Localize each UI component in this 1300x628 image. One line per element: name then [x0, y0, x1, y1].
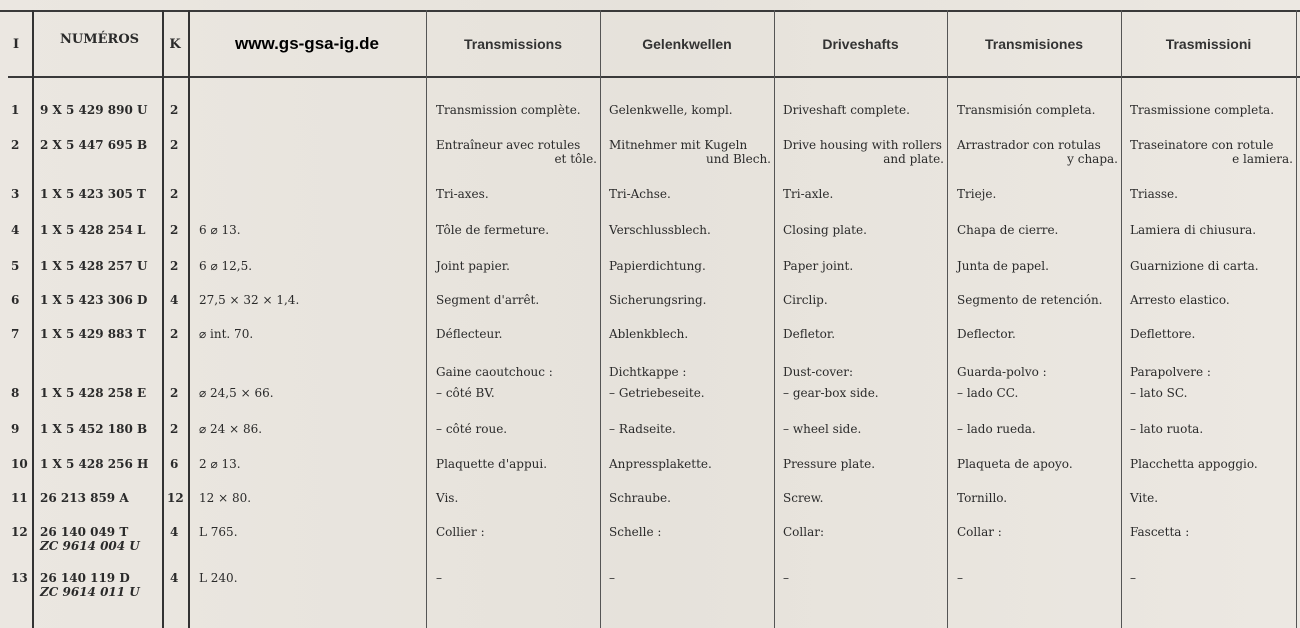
description-fr: Entraîneur avec rotules	[436, 138, 581, 152]
description-it: Placchetta appoggio.	[1130, 457, 1258, 471]
dimensions: L 240.	[199, 571, 238, 585]
description-de: Anpressplakette.	[609, 457, 712, 471]
description-fr: Vis.	[436, 491, 459, 505]
part-number: 1 X 5 428 258 E	[40, 386, 147, 400]
dimensions: ⌀ 24,5 × 66.	[199, 386, 274, 400]
quantity: 2	[170, 327, 179, 341]
description-it: Deflettore.	[1130, 327, 1196, 341]
part-number: 1 X 5 428 256 H	[40, 457, 149, 471]
column-divider	[162, 10, 164, 628]
description-fr: Déflecteur.	[436, 327, 503, 341]
description-de: Sicherungsring.	[609, 293, 707, 307]
part-number-alt: ZC 9614 004 U	[40, 539, 140, 553]
top-border	[0, 10, 1300, 12]
description-es: Segmento de retención.	[957, 293, 1103, 307]
description-fr: Gaine caoutchouc :	[436, 365, 553, 379]
row-index: 2	[11, 138, 20, 152]
description-fr: Collier :	[436, 525, 485, 539]
description-es: Plaqueta de apoyo.	[957, 457, 1073, 471]
quantity: 6	[170, 457, 179, 471]
description-es: Chapa de cierre.	[957, 223, 1059, 237]
description-en: Circlip.	[783, 293, 828, 307]
description-es: Guarda-polvo :	[957, 365, 1047, 379]
row-index: 13	[11, 571, 28, 585]
quantity: 2	[170, 386, 179, 400]
description-continuation: und Blech.	[706, 152, 771, 166]
part-number: 9 X 5 429 890 U	[40, 103, 148, 117]
description-es: – lado CC.	[957, 386, 1019, 400]
header-german: Gelenkwellen	[642, 36, 732, 52]
description-en: Defletor.	[783, 327, 836, 341]
row-index: 12	[11, 525, 28, 539]
description-en: Pressure plate.	[783, 457, 876, 471]
dimensions: 12 × 80.	[199, 491, 252, 505]
column-divider	[600, 10, 601, 628]
description-de: Dichtkappe :	[609, 365, 687, 379]
header-index: I	[12, 36, 20, 52]
description-it: Lamiera di chiusura.	[1130, 223, 1257, 237]
description-en: – gear-box side.	[783, 386, 879, 400]
description-continuation: et tôle.	[554, 152, 597, 166]
column-divider	[1121, 10, 1122, 628]
row-index: 4	[11, 223, 20, 237]
description-fr: Plaquette d'appui.	[436, 457, 548, 471]
description-en: Drive housing with rollers	[783, 138, 942, 152]
description-it: Parapolvere :	[1130, 365, 1211, 379]
description-de: Tri-Achse.	[609, 187, 671, 201]
description-continuation: y chapa.	[1067, 152, 1118, 166]
description-it: Guarnizione di carta.	[1130, 259, 1259, 273]
quantity: 4	[170, 525, 179, 539]
part-number: 26 140 119 D	[40, 571, 130, 585]
description-fr: Transmission complète.	[436, 103, 581, 117]
description-de: – Radseite.	[609, 422, 676, 436]
dimensions: ⌀ 24 × 86.	[199, 422, 263, 436]
description-de: Papierdichtung.	[609, 259, 706, 273]
part-number: 26 213 859 A	[40, 491, 129, 505]
row-index: 10	[11, 457, 28, 471]
description-de: Verschlussblech.	[609, 223, 711, 237]
description-fr: Joint papier.	[436, 259, 510, 273]
header-italian: Trasmissioni	[1165, 36, 1252, 52]
part-number: 1 X 5 429 883 T	[40, 327, 146, 341]
description-de: Ablenkblech.	[609, 327, 689, 341]
quantity: 2	[170, 422, 179, 436]
description-fr: Tri-axes.	[436, 187, 489, 201]
header-french: Transmissions	[463, 36, 563, 52]
row-index: 1	[11, 103, 20, 117]
part-number: 2 X 5 447 695 B	[40, 138, 148, 152]
part-number-alt: ZC 9614 011 U	[40, 585, 140, 599]
description-en: Dust-cover:	[783, 365, 853, 379]
description-de: Gelenkwelle, kompl.	[609, 103, 733, 117]
description-es: –	[957, 571, 963, 585]
description-de: Schraube.	[609, 491, 671, 505]
row-index: 3	[11, 187, 20, 201]
quantity: 4	[170, 571, 179, 585]
description-fr: – côté BV.	[436, 386, 495, 400]
part-number: 1 X 5 428 254 L	[40, 223, 146, 237]
quantity: 4	[170, 293, 179, 307]
description-de: – Getriebeseite.	[609, 386, 705, 400]
description-de: –	[609, 571, 615, 585]
dimensions: 6 ⌀ 12,5.	[199, 259, 253, 273]
description-it: Fascetta :	[1130, 525, 1190, 539]
description-es: Trieje.	[957, 187, 997, 201]
description-fr: Segment d'arrêt.	[436, 293, 540, 307]
row-index: 8	[11, 386, 20, 400]
description-es: Transmisión completa.	[957, 103, 1096, 117]
quantity: 12	[167, 491, 184, 505]
quantity: 2	[170, 138, 179, 152]
description-en: –	[783, 571, 789, 585]
description-es: Deflector.	[957, 327, 1016, 341]
description-de: Mitnehmer mit Kugeln	[609, 138, 748, 152]
column-divider	[947, 10, 948, 628]
quantity: 2	[170, 259, 179, 273]
description-fr: Tôle de fermeture.	[436, 223, 550, 237]
column-divider	[1296, 10, 1297, 628]
row-index: 9	[11, 422, 20, 436]
dimensions: 6 ⌀ 13.	[199, 223, 241, 237]
description-it: Triasse.	[1130, 187, 1178, 201]
description-en: Collar:	[783, 525, 825, 539]
dimensions: 27,5 × 32 × 1,4.	[199, 293, 300, 307]
description-it: –	[1130, 571, 1136, 585]
part-number: 1 X 5 423 305 T	[40, 187, 146, 201]
description-es: Tornillo.	[957, 491, 1008, 505]
description-it: Arresto elastico.	[1130, 293, 1230, 307]
quantity: 2	[170, 187, 179, 201]
description-en: Tri-axle.	[783, 187, 834, 201]
description-it: Traseinatore con rotule	[1130, 138, 1274, 152]
column-divider	[188, 10, 190, 628]
part-number: 26 140 049 T	[40, 525, 129, 539]
part-number: 1 X 5 423 306 D	[40, 293, 148, 307]
quantity: 2	[170, 223, 179, 237]
row-index: 5	[11, 259, 20, 273]
description-continuation: and plate.	[883, 152, 944, 166]
description-continuation: e lamiera.	[1232, 152, 1293, 166]
description-it: – lato SC.	[1130, 386, 1188, 400]
header-k: K	[169, 36, 181, 52]
header-website: www.gs-gsa-ig.de	[235, 34, 379, 53]
dimensions: L 765.	[199, 525, 238, 539]
description-en: Screw.	[783, 491, 824, 505]
description-fr: – côté roue.	[436, 422, 508, 436]
header-numeros: NUMÉROS	[60, 32, 140, 47]
description-fr: –	[436, 571, 442, 585]
row-index: 11	[11, 491, 28, 505]
description-it: Trasmissione completa.	[1130, 103, 1275, 117]
dimensions: 2 ⌀ 13.	[199, 457, 241, 471]
row-index: 7	[11, 327, 20, 341]
part-number: 1 X 5 452 180 B	[40, 422, 148, 436]
description-es: – lado rueda.	[957, 422, 1036, 436]
header-spanish: Transmisiones	[984, 36, 1084, 52]
description-es: Junta de papel.	[957, 259, 1049, 273]
quantity: 2	[170, 103, 179, 117]
description-en: Closing plate.	[783, 223, 867, 237]
row-index: 6	[11, 293, 20, 307]
description-es: Arrastrador con rotulas	[957, 138, 1101, 152]
column-divider	[32, 10, 34, 628]
header-english: Driveshafts	[822, 36, 899, 52]
column-divider	[774, 10, 775, 628]
description-es: Collar :	[957, 525, 1002, 539]
description-en: Driveshaft complete.	[783, 103, 910, 117]
dimensions: ⌀ int. 70.	[199, 327, 254, 341]
description-de: Schelle :	[609, 525, 662, 539]
header-rule	[8, 76, 1300, 78]
description-en: Paper joint.	[783, 259, 854, 273]
description-it: – lato ruota.	[1130, 422, 1204, 436]
description-en: – wheel side.	[783, 422, 862, 436]
column-divider	[426, 10, 427, 628]
description-it: Vite.	[1130, 491, 1159, 505]
part-number: 1 X 5 428 257 U	[40, 259, 148, 273]
